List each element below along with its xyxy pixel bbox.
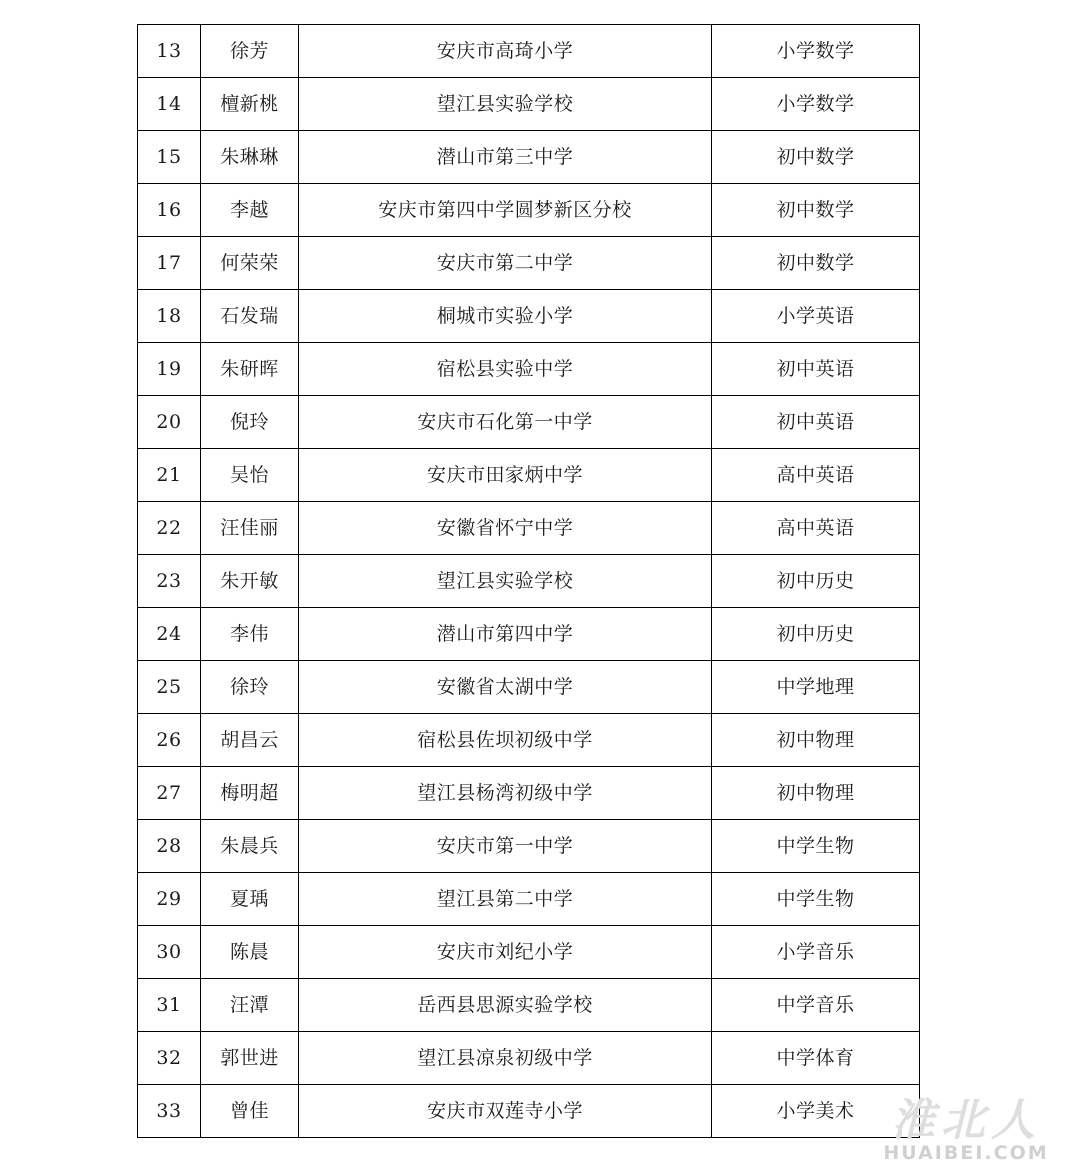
- school-name-cell: 望江县实验学校: [299, 78, 712, 131]
- row-number-cell: 21: [138, 449, 201, 502]
- school-name-cell: 望江县第二中学: [299, 873, 712, 926]
- row-number-cell: 18: [138, 290, 201, 343]
- subject-cell: 初中物理: [712, 767, 920, 820]
- teacher-name-cell: 朱琳琳: [201, 131, 299, 184]
- table-row: [138, 131, 920, 184]
- row-number-cell: 17: [138, 237, 201, 290]
- row-number-cell: 28: [138, 820, 201, 873]
- teacher-name-cell: 石发瑞: [201, 290, 299, 343]
- school-name-cell: 望江县杨湾初级中学: [299, 767, 712, 820]
- row-number-cell: 16: [138, 184, 201, 237]
- teacher-name-cell: 朱晨兵: [201, 820, 299, 873]
- row-number-cell: 26: [138, 714, 201, 767]
- watermark-logo: 淮北人: [891, 1095, 1041, 1147]
- school-name-cell: 岳西县思源实验学校: [299, 979, 712, 1032]
- subject-cell: 初中数学: [712, 237, 920, 290]
- row-number-cell: 30: [138, 926, 201, 979]
- subject-cell: 小学英语: [712, 290, 920, 343]
- school-name-cell: 安徽省怀宁中学: [299, 502, 712, 555]
- table-row: [138, 25, 920, 78]
- table-row: [138, 290, 920, 343]
- subject-cell: 小学美术: [712, 1085, 920, 1138]
- school-name-cell: 潜山市第三中学: [299, 131, 712, 184]
- subject-cell: 高中英语: [712, 449, 920, 502]
- teacher-name-cell: 吴怡: [201, 449, 299, 502]
- watermark-url: HUAIBEI.COM: [883, 1142, 1049, 1165]
- subject-cell: 中学地理: [712, 661, 920, 714]
- subject-cell: 初中英语: [712, 396, 920, 449]
- subject-cell: 初中历史: [712, 555, 920, 608]
- teacher-name-cell: 陈晨: [201, 926, 299, 979]
- table-row: [138, 979, 920, 1032]
- subject-cell: 中学音乐: [712, 979, 920, 1032]
- table-row: [138, 767, 920, 820]
- teacher-name-cell: 朱研晖: [201, 343, 299, 396]
- table-row: [138, 555, 920, 608]
- subject-cell: 小学数学: [712, 25, 920, 78]
- row-number-cell: 23: [138, 555, 201, 608]
- table-row: [138, 78, 920, 131]
- table-row: [138, 237, 920, 290]
- table-row: [138, 714, 920, 767]
- school-name-cell: 安庆市刘纪小学: [299, 926, 712, 979]
- row-number-cell: 19: [138, 343, 201, 396]
- table-row: [138, 1032, 920, 1085]
- table-row: [138, 661, 920, 714]
- subject-cell: 高中英语: [712, 502, 920, 555]
- row-number-cell: 13: [138, 25, 201, 78]
- school-name-cell: 安庆市高琦小学: [299, 25, 712, 78]
- teacher-name-cell: 徐芳: [201, 25, 299, 78]
- school-name-cell: 望江县实验学校: [299, 555, 712, 608]
- row-number-cell: 22: [138, 502, 201, 555]
- subject-cell: 初中英语: [712, 343, 920, 396]
- teacher-name-cell: 曾佳: [201, 1085, 299, 1138]
- school-name-cell: 桐城市实验小学: [299, 290, 712, 343]
- row-number-cell: 27: [138, 767, 201, 820]
- teacher-name-cell: 郭世进: [201, 1032, 299, 1085]
- row-number-cell: 20: [138, 396, 201, 449]
- school-name-cell: 安庆市双莲寺小学: [299, 1085, 712, 1138]
- school-name-cell: 安庆市第二中学: [299, 237, 712, 290]
- subject-cell: 初中数学: [712, 184, 920, 237]
- school-name-cell: 宿松县佐坝初级中学: [299, 714, 712, 767]
- row-number-cell: 33: [138, 1085, 201, 1138]
- row-number-cell: 25: [138, 661, 201, 714]
- subject-cell: 初中物理: [712, 714, 920, 767]
- teacher-name-cell: 檀新桃: [201, 78, 299, 131]
- school-name-cell: 潜山市第四中学: [299, 608, 712, 661]
- table-row: [138, 449, 920, 502]
- table-row: [138, 820, 920, 873]
- school-name-cell: 宿松县实验中学: [299, 343, 712, 396]
- teacher-name-cell: 徐玲: [201, 661, 299, 714]
- school-name-cell: 安庆市第一中学: [299, 820, 712, 873]
- row-number-cell: 24: [138, 608, 201, 661]
- subject-cell: 中学体育: [712, 1032, 920, 1085]
- teacher-name-cell: 夏瑀: [201, 873, 299, 926]
- teacher-name-cell: 汪潭: [201, 979, 299, 1032]
- subject-cell: 初中数学: [712, 131, 920, 184]
- school-name-cell: 安庆市田家炳中学: [299, 449, 712, 502]
- teacher-name-cell: 李越: [201, 184, 299, 237]
- teacher-name-cell: 汪佳丽: [201, 502, 299, 555]
- table-row: [138, 608, 920, 661]
- teacher-name-cell: 梅明超: [201, 767, 299, 820]
- roster-body: [138, 25, 920, 1138]
- table-row: [138, 1085, 920, 1138]
- subject-cell: 初中历史: [712, 608, 920, 661]
- subject-cell: 小学音乐: [712, 926, 920, 979]
- subject-cell: 中学生物: [712, 873, 920, 926]
- row-number-cell: 31: [138, 979, 201, 1032]
- teacher-name-cell: 倪玲: [201, 396, 299, 449]
- school-name-cell: 望江县凉泉初级中学: [299, 1032, 712, 1085]
- teacher-name-cell: 胡昌云: [201, 714, 299, 767]
- table-row: [138, 343, 920, 396]
- row-number-cell: 29: [138, 873, 201, 926]
- subject-cell: 中学生物: [712, 820, 920, 873]
- school-name-cell: 安庆市第四中学圆梦新区分校: [299, 184, 712, 237]
- teacher-name-cell: 何荣荣: [201, 237, 299, 290]
- roster-table: [137, 24, 920, 1138]
- row-number-cell: 14: [138, 78, 201, 131]
- row-number-cell: 15: [138, 131, 201, 184]
- subject-cell: 小学数学: [712, 78, 920, 131]
- table-row: [138, 396, 920, 449]
- table-row: [138, 184, 920, 237]
- row-number-cell: 32: [138, 1032, 201, 1085]
- teacher-name-cell: 李伟: [201, 608, 299, 661]
- table-row: [138, 502, 920, 555]
- table-row: [138, 873, 920, 926]
- table-row: [138, 926, 920, 979]
- school-name-cell: 安徽省太湖中学: [299, 661, 712, 714]
- school-name-cell: 安庆市石化第一中学: [299, 396, 712, 449]
- teacher-name-cell: 朱开敏: [201, 555, 299, 608]
